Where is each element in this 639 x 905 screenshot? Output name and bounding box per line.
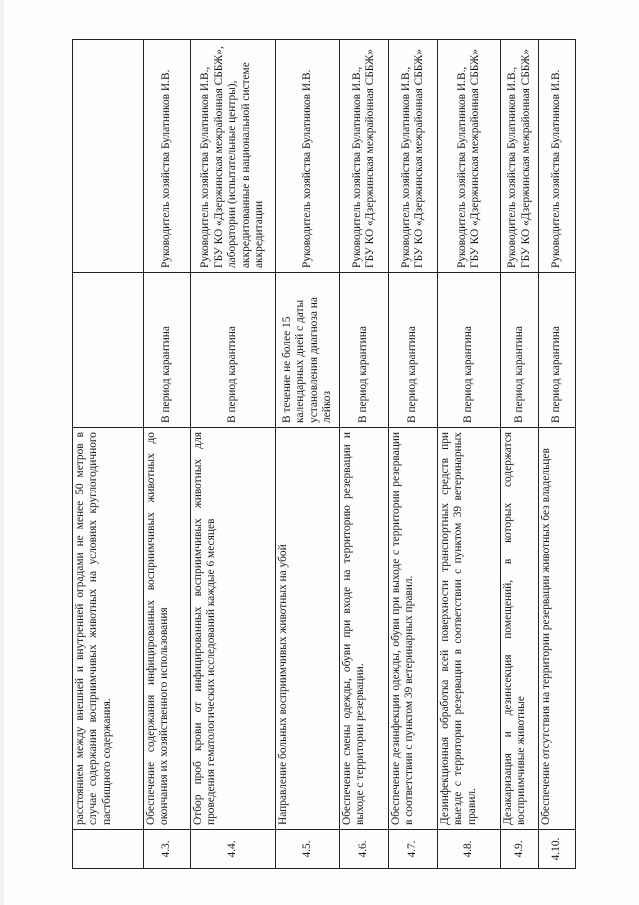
table-row — [438, 40, 501, 869]
table-row — [501, 40, 539, 869]
measure-text: Направление больных восприимчивых животных на убой — [276, 428, 340, 830]
deadline-text: В период карантина — [539, 273, 576, 428]
scan-edge — [0, 0, 4, 905]
deadline-text: В течение не более 15 календарных дней с даты установления диагноза на лейкоз — [276, 273, 340, 428]
responsible-text: Руководитель хозяйства Булатников И.В. — [539, 40, 576, 273]
table-row — [276, 40, 340, 869]
measure-text: Обеспечение отсутствия на территории резервации животных без владельцев — [539, 428, 576, 830]
row-number: 4.7. — [389, 830, 438, 869]
row-number: 4.10. — [539, 830, 576, 869]
row-number: 4.3. — [144, 830, 191, 869]
deadline-text: В период карантина — [144, 273, 191, 428]
row-number: 4.5. — [276, 830, 340, 869]
row-number: 4.4. — [191, 830, 276, 869]
quarantine-measures-table — [72, 39, 576, 869]
responsible-text: Руководитель хозяйства Булатников И.В. — [144, 40, 191, 273]
responsible-text — [73, 40, 144, 273]
measure-text: Обеспечение содержания инфицированных восприимчивых животных до окончания их хозяйственного использования — [144, 428, 191, 830]
row-number: 4.6. — [340, 830, 389, 869]
row-number — [73, 830, 144, 869]
table-row — [144, 40, 191, 869]
row-number: 4.8. — [438, 830, 501, 869]
deadline-text — [73, 273, 144, 428]
measure-text: Дезинфекционная обработка всей поверхности транспортных средств при выезде с территории резервации в соответствии с пунктом 39 ветеринарных правил. — [438, 428, 501, 830]
row-number: 4.9. — [501, 830, 539, 869]
table-row — [191, 40, 276, 869]
measure-text: Обеспечение смены одежды, обуви при входе на территорию резервации и выходе с территории резервации. — [340, 428, 389, 830]
responsible-text: Руководитель хозяйства Булатников И.В. — [276, 40, 340, 273]
measure-text: расстоянием между внешней и внутренней оградами не менее 50 метров в случае содержания восприимчивых животных на условиях круглогодичного пастбищного содержания. — [73, 428, 144, 830]
measure-text: Дезакаризация и дезинсекция помещений, в которых содержатся восприимчивые животные — [501, 428, 539, 830]
table-row — [73, 40, 144, 869]
deadline-text: В период карантина — [340, 273, 389, 428]
table-row — [340, 40, 389, 869]
measure-text: Отбор проб крови от инфицированных восприимчивых животных для проведения гематологических исследований каждые 6 месяцев — [191, 428, 276, 830]
responsible-text: Руководитель хозяйства Булатников И.В., ГБУ КО «Дзержинская межрайонная СББЖ» — [438, 40, 501, 273]
deadline-text: В период карантина — [438, 273, 501, 428]
responsible-text: Руководитель хозяйства Булатников И.В., ГБУ КО «Дзержинская межрайонная СББЖ» — [389, 40, 438, 273]
responsible-text: Руководитель хозяйства Булатников И.В., ГБУ КО «Дзержинская межрайонная СББЖ» — [501, 40, 539, 273]
deadline-text: В период карантина — [389, 273, 438, 428]
responsible-text: Руководитель хозяйства Булатников И.В., ГБУ КО «Дзержинская межрайонная СББЖ», лаборатории (испытательные центры), аккредитованные в национальной системе аккредитации — [191, 40, 276, 273]
deadline-text: В период карантина — [191, 273, 276, 428]
table-row — [389, 40, 438, 869]
table-row — [539, 40, 576, 869]
rotated-table-container — [72, 40, 575, 869]
measure-text: Обеспечение дезинфекции одежды, обуви при выходе с территории резервации в соответствии с пунктом 39 ветеринарных правил. — [389, 428, 438, 830]
responsible-text: Руководитель хозяйства Булатников И.В., ГБУ КО «Дзержинская межрайонная СББЖ» — [340, 40, 389, 273]
deadline-text: В период карантина — [501, 273, 539, 428]
